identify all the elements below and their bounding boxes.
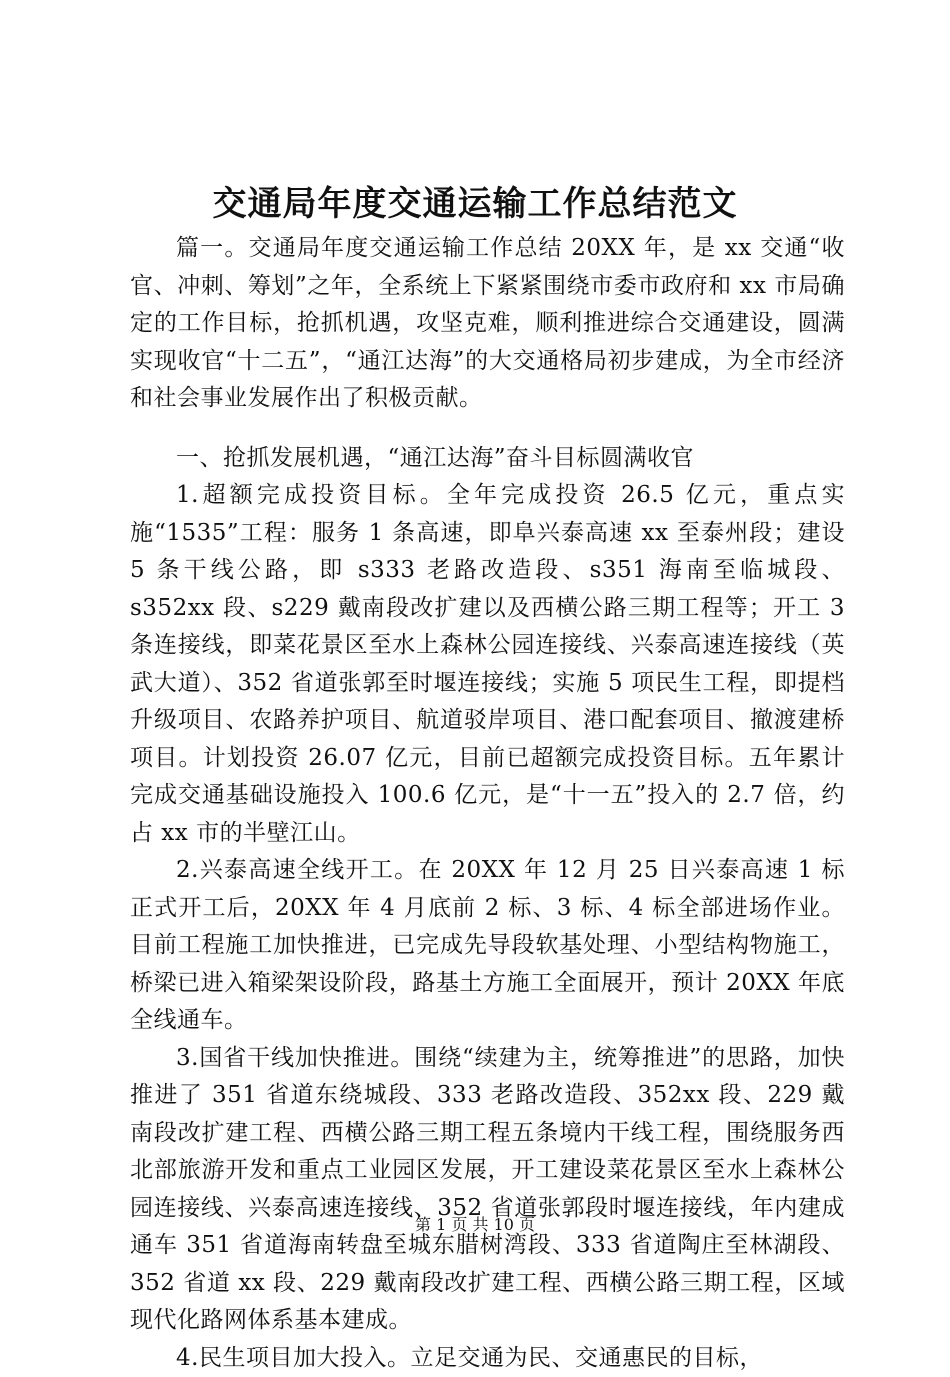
- intro-paragraph: 篇一。交通局年度交通运输工作总结 20XX 年，是 xx 交通“收官、冲刺、筹划”之年，全系统上下紧紧围绕市委市政府和 xx 市局确定的工作目标，抢抓机遇，攻坚克难，顺利推进综合交通建设，圆满实现收官“十二五”，“通江达海”的大交通格局初步建成，为全市经济和社会事业发展作出了积极贡献。: [130, 230, 845, 418]
- document-body: [130, 230, 845, 1377]
- page-footer: 第 1 页 共 10 页: [0, 1214, 950, 1236]
- paragraph-investment: 1.超额完成投资目标。全年完成投资 26.5 亿元，重点实施“1535”工程：服务 1 条高速，即阜兴泰高速 xx 至泰州段；建设 5 条干线公路，即 s333 老路改造段、s351 海南至临城段、s352xx 段、s229 戴南段改扩建以及西横公路三期工程等；开工 3 条连接线，即菜花景区至水上森林公园连接线、兴泰高速连接线（英武大道）、352 省道张郭至时堰连接线；实施 5 项民生工程，即提档升级项目、农路养护项目、航道驳岸项目、港口配套项目、撤渡建桥项目。计划投资 26.07 亿元，目前已超额完成投资目标。五年累计完成交通基础设施投入 100.6 亿元，是“十一五”投入的 2.7 倍，约占 xx 市的半壁江山。: [130, 477, 845, 852]
- section-heading: 一、抢抓发展机遇，“通江达海”奋斗目标圆满收官: [130, 440, 845, 478]
- paragraph-expressway: 2.兴泰高速全线开工。在 20XX 年 12 月 25 日兴泰高速 1 标正式开工后，20XX 年 4 月底前 2 标、3 标、4 标全部进场作业。目前工程施工加快推进，已完成先导段软基处理、小型结构物施工，桥梁已进入箱梁架设阶段，路基土方施工全面展开，预计 20XX 年底全线通车。: [130, 852, 845, 1040]
- document-title: 交通局年度交通运输工作总结范文: [0, 180, 950, 228]
- paragraph-trunk-roads: 3.国省干线加快推进。围绕“续建为主，统筹推进”的思路，加快推进了 351 省道东绕城段、333 老路改造段、352xx 段、229 戴南段改扩建工程、西横公路三期工程五条境内干线工程，围绕服务西北部旅游开发和重点工业园区发展，开工建设菜花景区至水上森林公园连接线、兴泰高速连接线、352 省道张郭段时堰连接线，年内建成通车 351 省道海南转盘至城东腊树湾段、333 省道陶庄至林湖段、352 省道 xx 段、229 戴南段改扩建工程、西横公路三期工程，区域现代化路网体系基本建成。: [130, 1040, 845, 1340]
- paragraph-livelihood: 4.民生项目加大投入。立足交通为民、交通惠民的目标，: [130, 1340, 845, 1377]
